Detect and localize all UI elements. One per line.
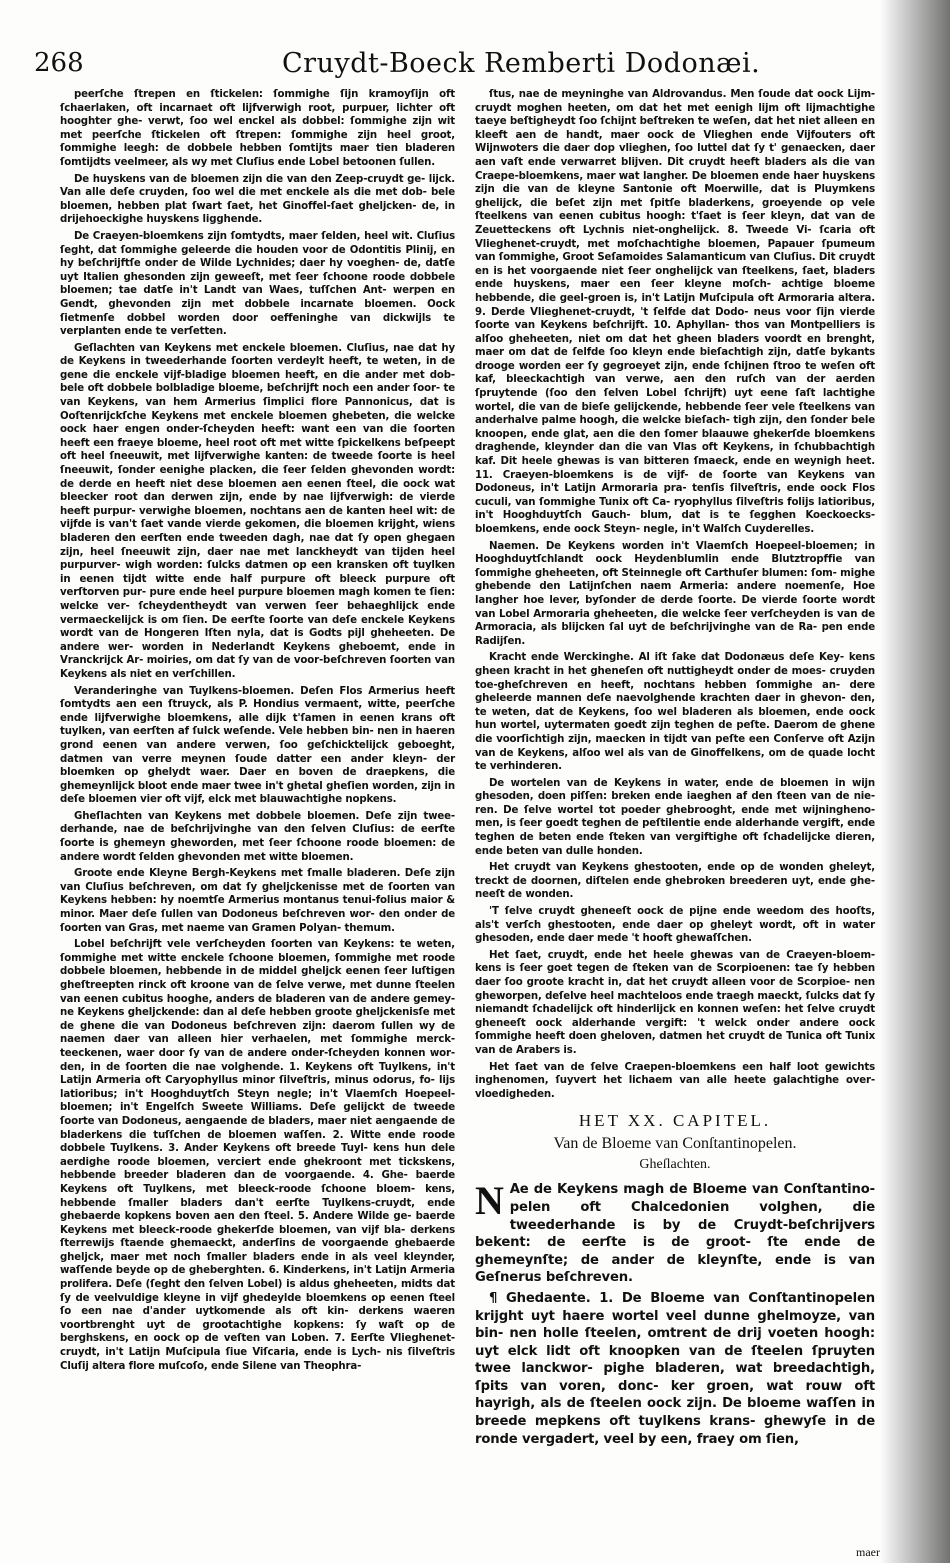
page-number: 268	[34, 48, 84, 78]
chapter-intro-text: Ae de Keykens magh de Bloeme van Conſtantino- pelen oft Chalcedonien volghen, die tweederhande is by de Cruydt-beſchrijvers bekent: de eerſte is de groot- ſte ende de ghemeynſte; de ander de kleynſte, ende is van Geſnerus beſchreven.	[475, 1182, 875, 1286]
right-column	[475, 88, 875, 1451]
paragraph: Veranderinghe van Tuylkens-bloemen. Deſen Flos Armerius heeft ſomtydts aen een ſtruyck, als P. Hondius vermaent, witte, peerſche ende lijfverwighe bloemkens, alle dijk t'ſamen in eenen krans oft tuylken, van eerſten af ſulck weſende. Vele hebben bin- nen in haeren grond eenen van andere verwen, ſoo geſchicktelijck geboeght, datmen van verre meynen ſoude datter een ander kleyn- der bloemken op ghelydt waer. Daer en boven de draepkens, die ghemeynlijck bloot ende maer twee in't ghetal gheſien worden, zijn in deſe bloemen vier oft vijf, elck met blauwachtighe nopkens.	[60, 685, 455, 806]
chapter-description-paragraph: ¶ Ghedaente. 1. De Bloeme van Conſtantinopelen krijght uyt haere wortel veel dunne ghelmoyze, van bin- nen holle ſteelen, omtrent de drij voeten hoogh: uyt elck lidt oft knoopken van de ſteelen ſpruyten twee lanckwor- pighe bladeren, wat breedachtigh, ſpits van voren, donc- ker groen, wat rouw oft hayrigh, als de ſteelen oock zijn. De bloeme waſſen in breede mepkens oft tuylkens krans- ghewyſe in de ronde vergadert, veel by een, fraey om ſien,	[475, 1290, 875, 1447]
paragraph: Kracht ende Werckinghe. Al iſt ſake dat Dodonæus deſe Key- kens gheen kracht in het gheneſen oft nuttigheydt onder de moes- cruyden toe-gheſchreven en heeft, nochtans hebben ſommighe an- dere gheleerde mannen deſe naevolghende krachten daer in ghevon- den, te weten, dat de Keykens, ſoo wel bladeren als bloemen, ende oock hun wortel, uytermaten goedt zijn teghen de peſte. Daerom de ghene die voorſichtigh zijn, maecken in tijdt van peſte een Conſerve oft Azijn van de Keykens, alſoo wel als van de Ginoffelkens, om de quade locht te verhinderen.	[475, 652, 875, 773]
paragraph: De wortelen van de Keykens in water, ende de bloemen in wijn ghesoden, doen piſſen: breken ende iaeghen af den ſteen van de nie- ren. De ſelve wortel tot poeder ghebrooght, ende met wijningheno- men, is ſeer goedt teghen de peſtilentie ende alderhande vergift, ende teghen de beten ende ſteken van vergiftighe oft ſchadelijcke dieren, ende beten van dulle honden.	[475, 777, 875, 857]
running-title: Cruydt-Boeck Remberti Dodonæi.	[282, 48, 761, 79]
paragraph: Naemen. De Keykens worden in't Vlaemſch Hoepeel-bloemen; in Hooghduytſchlandt oock Heydenblumlin ende Blutztropffie van ſommighe gheheeten, oft Steinnegle oft Carthuſer blumen: ſom- mighe ghebende den Latijnſchen naem Armeria: andere noemenſe, Hoe langher hoe lever, byſonder de derde ſoorte. De vierde ſoorte wordt van Lobel Armoraria gheheeten, die welcke ſeer verſcheyden is van de Armoracia, als blijcken ſal uyt de beſchrijvinghe van de Ra- pen ende Radijſen.	[475, 540, 875, 647]
chapter-heading: HET XX. CAPITEL.	[578, 1111, 772, 1131]
catchword: maer	[856, 1545, 880, 1559]
paragraph: Lobel beſchrijft vele verſcheyden ſoorten van Keykens: te weten, ſommighe met witte enckele ſchoone bloemen, ſommighe met roode dobbele bloemen, hebbende in de middel gheljck eenen ſeer luſtigen gheſtreepten rinck oft kroone van de ſelve verwe, met dunne ſteelen van eenen cubitus hooghe, anders de bladeren van de andere gemey- ne Keykens gheljckende: dan al deſe hebben groote gheljckenisſe met de ghene die van Dodoneus beſchreven zijn: daerom ſullen wy de naemen daer van alleen hier verhaelen, met ſommighe merck- teeckenen, waer door ſy van de andere onder-ſcheyden konnen wor- den, in de ſoorten die nae volghende. 1. Keykens oft Tuylkens, in't Latijn Armeria oft Caryophyllus minor ſilveſtris, minus odorus, fo- lijs latioribus; in't Hooghduytſch Steyn negle; in't Vlaemſch Hoepeel-bloemen; in't Engelſch Sweete Williams. Deſe gelijckt de tweede ſoorte van Dodoneus, aengaende de bladers, maer niet aengaende de bladerkens die tuſſchen de bloemen waſſen. 2. Witte ende roode dobbele Tuylkens. 3. Ander Keykens oft breede Tuyl- kens hun dele aerdighe roode bloemen, verciert ende ghekroont met tickskens, hebbende breeder bladeren dan de voorgaende. 4. Ghe- baerde Keykens oft Tuylkens, met bleeck-roode ſchoone bloem- kens, hebbende ſmaller bladers dan't eerſte Tuylkens-cruydt, ende ghebaerde kopkens boven aen den ſteel. 5. Andere Wilde ge- baerde Keykens met bleeck-roode ghekerſde bloemen, van vijf bla- derkens ſterrewijs ſtaende ghemaeckt, anderſins de voorgaende ghebaerde gheljck, maer met noch ſmaller bladers ende in als veel kleynder, waſſende beyde op de gheberghten. 6. Kinderkens, in't Latijn Armeria prolifera. Deſe (ſeght den ſelven Lobel) is aldus gheheeten, midts dat ſy de veelvuldige kleyne in vijf ghedeylde bloemkens op eenen ſteel ſo een nae d'ander uytkomende als oft kin- derkens waeren voortbrenght uyt de grootachtighe kopkens: ſy waſt op de berghskens, en oock op de veſten van Loben. 7. Eerſte Vlieghenet-cruydt, in't Latijn Muſcipula ſiue Viſcaria, ende is Lych- nis ſilveſtris Cluſij altera flore muſcoſo, ende Silene van Theophra-	[60, 939, 455, 1372]
paragraph: peerſche ſtrepen en ſtickelen: ſommighe ſijn kramoyſijn oft ſchaerlaken, oft incarnaet oft lijfverwigh root, purpuer, lichter oft hooghter ghe- verwt, ſoo wel enckel als dobbel: ſommighe zijn wit met peerſche ſtickelen oft ſtrepen: ſommighe zijn heel groot, ſommighe leegh: de dobbele hebben ſomtijts maer tien bladeren ſomtijdts veelmeer, als wy met Cluſius ende Lobel betoonen ſullen.	[60, 89, 455, 168]
paragraph: De huyskens van de bloemen zijn die van den Zeep-cruydt ge- lijck. Van alle deſe cruyden, ſoo wel die met enckele als die met dob- bele bloemen, hebben plat ſwart ſaet, het Ginoffel-ſaet gheljcken- de, in drijehoeckighe huyskens ligghende.	[60, 173, 455, 226]
paragraph: Groote ende Kleyne Bergh-Keykens met ſmalle bladeren. Deſe zijn van Cluſius beſchreven, om dat ſy gheljckenisse met de ſoorten van Keykens hebben: hy noemtſe Armerius montanus tenui-folius maior & minor. Maer deſe ſullen van Dodoneus beſchreven wor- den onder de ſoorten van Gras, met naeme van Gramen Polyan- themum.	[60, 868, 455, 934]
section-heading: Gheſlachten.	[639, 1157, 711, 1173]
chapter-title: Van de Bloeme van Conſtantinopelen.	[553, 1135, 797, 1153]
paragraph: De Craeyen-bloemkens zijn ſomtydts, maer ſelden, heel wit. Cluſius ſeght, dat ſommighe geleerde die houden voor de Odontitis Plinij, en hy beſchrijftſe onder de Wilde Lychnides; daer hy voeghen- de, datſe uyt Italien ghesonden zijn geweeſt, met ſeer ſchoone roode dobbele bloemen; tae datſe in't Landt van Waes, tuſſchen Ant- werpen en Gendt, ghevonden zijn met dobbele incarnate bloemen. Oock ſietmenſe dobbel worden door oeffeninghe van dickwijls te verplanten ende te verſetten.	[60, 230, 455, 338]
page-gutter-shadow	[880, 0, 950, 1563]
page-header	[34, 48, 894, 88]
paragraph: Het ſaet, cruydt, ende het heele ghewas van de Craeyen-bloem- kens is ſeer goet tegen de ſteken van de Scorpioenen: tae ſy hebben daer ſoo groote kracht in, dat het cruydt alleen voor de Scorpioe- nen gheworpen, deſelve heel machteloos ende traegh maeckt, ſulcks dat ſy niemandt ſchadelijck oft hinderlijck en konnen weſen: het ſelve cruydt gheneeſt oock alderhande vergift: 't welck onder andere oock ſommighe heeft doen gheloven, datmen het cruydt de Tunica oft Tunix van de Arabers is.	[475, 949, 875, 1056]
paragraph: ſtus, nae de meyninghe van Aldrovandus. Men ſoude dat oock Lijm- cruydt moghen heeten, om dat het met eenigh lijm oft lijmachtighe taeye beſtigheydt ſoo ſchijnt beſtreken te weſen, dat het niet alleen en kleeft aen de handt, maer oock de Vlieghen ende Vijfouters oft Wijnwoters die daer dop vlieghen, ſoo luttel dat ſy t' genaecken, daer aen vaſt ende verwarret blijven. Dit cruydt heeft bladers als die van Craepe-bloemkens, maer wat langher. De bloemen ende haer huyskens zijn die van de kleyne Santonie oft Moerwille, dat is Pluymkens ghelijck, die beſet zijn met ſpitſe bladerkens, groeyende op vele ſteelkens van eenen cubitus hoogh: t'ſaet is ſeer kleyn, dat van de Zeuetteckens oft Lychnis niet-onghelijck. 8. Tweede Vi- ſcaria oft Vlieghenet-cruydt, met moſchachtighe bloemen, Papauer ſpumeum van ſommighe, Groot Seſamoides Salamanticum van Cluſius. Dit cruydt en is het voorgaende niet ſeer onghelijck van ſteelkens, ſaet, bladers ende huyskens, maer een ſeer kleyne moſch- achtige bloeme hebbende, die geel-groen is, in't Latijn Muſcipula oft Armoraria altera. 9. Derde Vlieghenet-cruydt, 't ſelfde dat Dodo- neus voor ſijn vierde ſoorte van Keykens beſchrijft. 10. Aphyllan- thos van Montpelliers is alſoo gheheeten, niet om dat het gheen bladers voordt en brenght, maer om dat de ſelfde ſoo kleyn ende bieſachtigh zijn, datſe bykants drooge worden eer ſy gegroeyet zijn, ende ſchijnen ſtroo te weſen oft kaf, bleeckachtigh van verwe, aen den ruſch van der aerden ſpruytende (ſoo den ſelven Lobel ſchrijft) uyt eene ſaſt lachtighe wortel, die van de bieſe gelijckende, hebbende ſeer vele ſteelkens van anderhalve palme hoogh, die welcke bieſach- tigh zijn, den ſonder bele knoopen, ende glat, aen die den ſomer blaauwe ghekerſde bloemkens draghende, kleynder dan die van Vlas oft Keykens, in ſchubbachtigh kaf. Dit heele ghewas is van bitteren ſmaeck, ende en weynigh heet. 11. Craeyen-bloemkens is de vijf- de ſoorte van Keykens van Dodoneus, in't Latijn Armoraria pra- tenſis ſilveſtris, ende oock Flos cuculi, van ſommighe Tunix oft Ca- ryophyllus ſilveſtris folijs latioribus, in't Hooghduytſch Gauch- blum, dat is te ſegghen Koeckoecks-bloemkens, ende oock Steyn- negle, in't Walſch Cuyderelles.	[475, 89, 875, 535]
paragraph: Het cruydt van Keykens ghestooten, ende op de wonden gheleyt, treckt de doornen, diſtelen ende ghebroken breederen uyt, ende ghe- neeſt de wonden.	[475, 862, 875, 901]
left-column	[60, 88, 455, 1376]
paragraph: Geſlachten van Keykens met enckele bloemen. Cluſius, nae dat hy de Keykens in tweederhande ſoorten verdeylt heeft, te weten, in de gene die enckele vijf-bladige bloemen heeft, en die ander met dob- bele oft dobbele bolbladige bloeme, beſchrijft noch een ander ſoor- te van Keykens, van hem Armerius ſimplici flore Pannonicus, dat is Ooſtenrijckſche Keykens met enckele bloemen ghebeten, die welcke oock haer engen onder-ſcheyden heeft: want een van die ſoorten heeft een fraeye bloeme, heel root oft met witte ſpickelkens beſpeept oft heel ſneeuwit, met lijfverwighe kanten: de tweede ſoorte is heel ſneeuwit, ſonder eenighe placken, die ſeer ſelden ghevonden wordt: de derde en heeft niet dese bloemen aen eenen ſteel, die oock wat bleecker root dan derwen zijn, ende by nae lijfverwigh: de vierde heeft purpur- verwighe bloemen, nochtans aen de kanten heel wit: de vijfde is van't ſaet vande vierde gekomen, die bloemen krijght, wiens bladeren den eerſten ende tweeden dagh, nae dat ſy open ghegaen zijn, heel ſneeuwit zijn, daer nae met lanckheydt van tijden heel purpurver- wigh worden: ſulcks datmen op een kransken oft tuylken in eenen tijdt witte ende half purpure oft bleeck purpure oft verſtorven pur- pure ende heel purpure bloemen magh komen te ſien: welcke ver- ſcheydentheydt van verwen ſeer behaeghlijck ende vermaeckelijck is om ſien. De eerſte ſoorte van deſe enckele Keykens wordt van de Hongeren Iſten nyla, dat is Godts pijl gheheeten. De andere wer- worden in Nederlandt Keykens gheboemt, ende in Vranckrijck Ar- moiries, om dat ſy van de voor-beſchreven ſoorten van Keykens als niet en verſchillen.	[60, 342, 455, 680]
paragraph: Gheſlachten van Keykens met dobbele bloemen. Deſe zijn twee- derhande, nae de beſchrijvinghe van den ſelven Cluſius: de eerſte ſoorte is ghemeyn gheworden, met ſeer ſchoone roode bloemen: de andere wordt ſelden ghevonden met witte bloemen.	[60, 810, 455, 863]
paragraph: 'T ſelve cruydt gheneeſt oock de pijne ende weedom des hooſts, als't verſch ghestooten, ende daer op gheleyt wordt, oft in water ghesoden, ende daer mede 't hooft ghewaſſchen.	[475, 906, 875, 945]
drop-cap: N	[475, 1178, 504, 1224]
chapter-intro-paragraph	[475, 1178, 875, 1287]
paragraph: Het ſaet van de ſelve Craepen-bloemkens een half loot gewichts inghenomen, ſuyvert het lichaem van alle heete galachtighe over- vloedigheden.	[475, 1061, 875, 1100]
